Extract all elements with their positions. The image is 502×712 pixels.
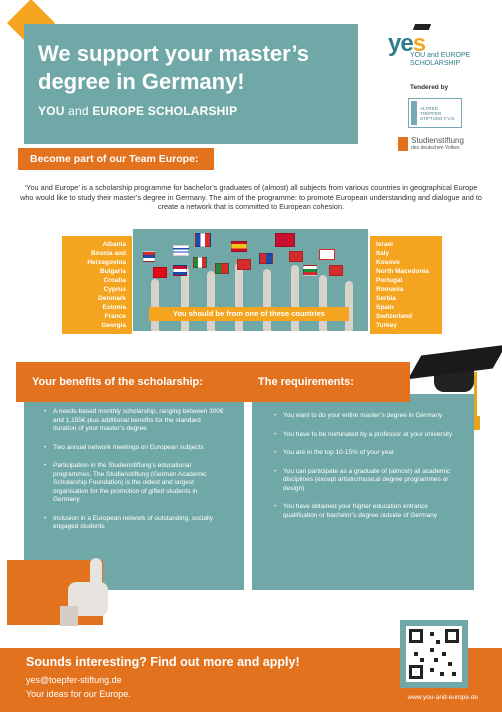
flag-icon (259, 253, 273, 264)
graduation-cap-icon (413, 24, 431, 30)
country-item: Romania (376, 286, 404, 293)
qr-cell (440, 672, 444, 676)
building-icon (411, 101, 417, 125)
hero-subtitle (38, 104, 344, 118)
qr-cell (436, 640, 440, 644)
country-item: Georgia (101, 322, 126, 329)
contact-email-link[interactable]: yes@toepfer-stiftung.de (26, 675, 122, 685)
yes-logo-text: YOU and EUROPE SCHOLARSHIP (410, 52, 471, 67)
qr-finder (409, 665, 423, 679)
qr-cell (420, 658, 424, 662)
qr-cell (448, 662, 452, 666)
studienstiftung-title: Studienstiftung (411, 136, 464, 145)
flag-spain-icon (231, 241, 247, 252)
flag-croatia-icon (173, 265, 187, 276)
flag-north-macedonia-icon (237, 259, 251, 270)
flag-turkey-icon (153, 267, 167, 278)
yes-wordmark-s: s (412, 30, 426, 57)
flag-israel-icon (173, 245, 189, 256)
benefits-list (44, 408, 226, 532)
qr-finder (445, 629, 459, 643)
requirement-item: • You can participate as a graduate of (almost) all academic disciplines (except artistic/musical degree programmes or design) (274, 468, 458, 494)
flag-serbia-icon (143, 251, 155, 262)
qr-cell (430, 648, 434, 652)
country-item: Israel (376, 241, 393, 248)
requirement-item: • You have to be nominated by a professor at your university (274, 431, 458, 440)
cta-tagline: Your ideas for our Europe. (26, 689, 131, 699)
studienstiftung-logo (398, 136, 464, 151)
country-item: North Macedonia (376, 268, 429, 275)
qr-cell (430, 668, 434, 672)
country-item: Switzerland (376, 313, 413, 320)
qr-finder (409, 629, 423, 643)
studienstiftung-mark-icon (398, 137, 408, 151)
benefit-item: • A needs-based monthly scholarship, ranging between 300€ and 1,155€ plus additional benefits for the standard duration of your master’s degree (44, 408, 226, 434)
page-title: We support your master’s degree in Germany! (38, 41, 309, 94)
countries-list-left (62, 236, 132, 334)
flag-italy-icon (193, 257, 207, 268)
yes-wordmark-ye: ye (388, 30, 413, 57)
sleeve (60, 606, 78, 626)
requirements-heading: The requirements: (242, 362, 410, 402)
country-item: Denmark (98, 295, 126, 302)
flag-bulgaria-icon (303, 265, 317, 276)
raised-hand (319, 275, 327, 331)
country-item: Kosovo (376, 259, 400, 266)
requirements-list (274, 412, 458, 520)
country-item: France (104, 313, 126, 320)
flag-france-icon (195, 233, 211, 247)
raised-hand (181, 267, 189, 331)
tendered-by-label: Tendered by (410, 84, 449, 91)
qr-cell (430, 632, 434, 636)
team-europe-heading: Become part of our Team Europe: (18, 148, 214, 170)
benefit-item: • Two annual network meetings on European subjects (44, 444, 226, 453)
flag-switzerland-icon (289, 251, 303, 262)
thumbs-up-icon (60, 558, 112, 626)
qr-code-frame (400, 620, 468, 688)
country-item: Serbia (376, 295, 396, 302)
country-item: Cyprus (103, 286, 126, 293)
studienstiftung-subtitle: des deutschen Volkes (411, 145, 460, 151)
yes-logo (388, 30, 488, 67)
subtitle-rest: EUROPE SCHOLARSHIP (92, 104, 238, 118)
requirement-item: • You have obtained your higher education entrance qualification or bachelor’s degree outside of Germany (274, 503, 458, 520)
flag-georgia-icon (319, 249, 335, 260)
country-item: Turkey (376, 322, 397, 329)
flag-albania-icon (329, 265, 343, 276)
toepfer-logo (408, 98, 462, 128)
intro-paragraph: ‘You and Europe’ is a scholarship programme for bachelor’s graduates of (almost) all subjects from various countries in geographical Europe who would like to study their master’s degree in Germany. The aim of the programme: to promote European understanding and dialogue and to create a network that is committed to European cohesion. (20, 183, 482, 211)
requirement-item: • You want to do your entire master’s degree in Germany (274, 412, 458, 421)
qr-cell (414, 652, 418, 656)
subtitle-and: and (68, 104, 89, 118)
raised-hand (263, 269, 271, 331)
country-item: Bulgaria (99, 268, 126, 275)
country-item: Italy (376, 250, 390, 257)
country-item: Portugal (376, 277, 403, 284)
qr-cell (442, 652, 446, 656)
raised-hand (345, 281, 353, 331)
cta-headline: Sounds interesting? Find out more and apply! (26, 655, 300, 669)
country-item: Croatia (103, 277, 126, 284)
cap-tassel (474, 372, 477, 418)
requirement-item: • You are in the top 10-15% of your year (274, 449, 458, 458)
country-item: Spain (376, 304, 394, 311)
hero-banner (24, 24, 358, 144)
website-link[interactable]: www.you-and-europe.de (407, 694, 478, 701)
flag-denmark-icon (275, 233, 295, 247)
countries-caption: You should be from one of these countries (149, 307, 349, 321)
country-item: Estonia (102, 304, 126, 311)
qr-cell (452, 672, 456, 676)
flag-portugal-icon (215, 263, 229, 274)
benefit-item: • Participation in the Studienstiftung’s educational programmes. The Studienstiftung (German Academic Scholarship Foundation) is the oldest and largest organisation for the promotion of gifted students in Germany (44, 462, 226, 505)
country-item: Albania (102, 241, 126, 248)
country-item: Bosnia and Herzegovina (87, 250, 126, 266)
requirements-panel (252, 394, 474, 590)
countries-list-right (370, 236, 442, 334)
benefit-item: • Inclusion in a European network of outstanding, socially engaged students (44, 515, 226, 532)
benefits-heading: Your benefits of the scholarship: (16, 362, 244, 402)
raised-hand (291, 265, 299, 331)
subtitle-you: YOU (38, 104, 65, 118)
qr-code-icon[interactable] (406, 626, 462, 682)
toepfer-logo-text: ALFRED TOEPFER STIFTUNG F.V.S. (420, 105, 456, 121)
raised-hand (151, 279, 159, 331)
qr-cell (434, 658, 438, 662)
raised-hand (207, 271, 215, 331)
